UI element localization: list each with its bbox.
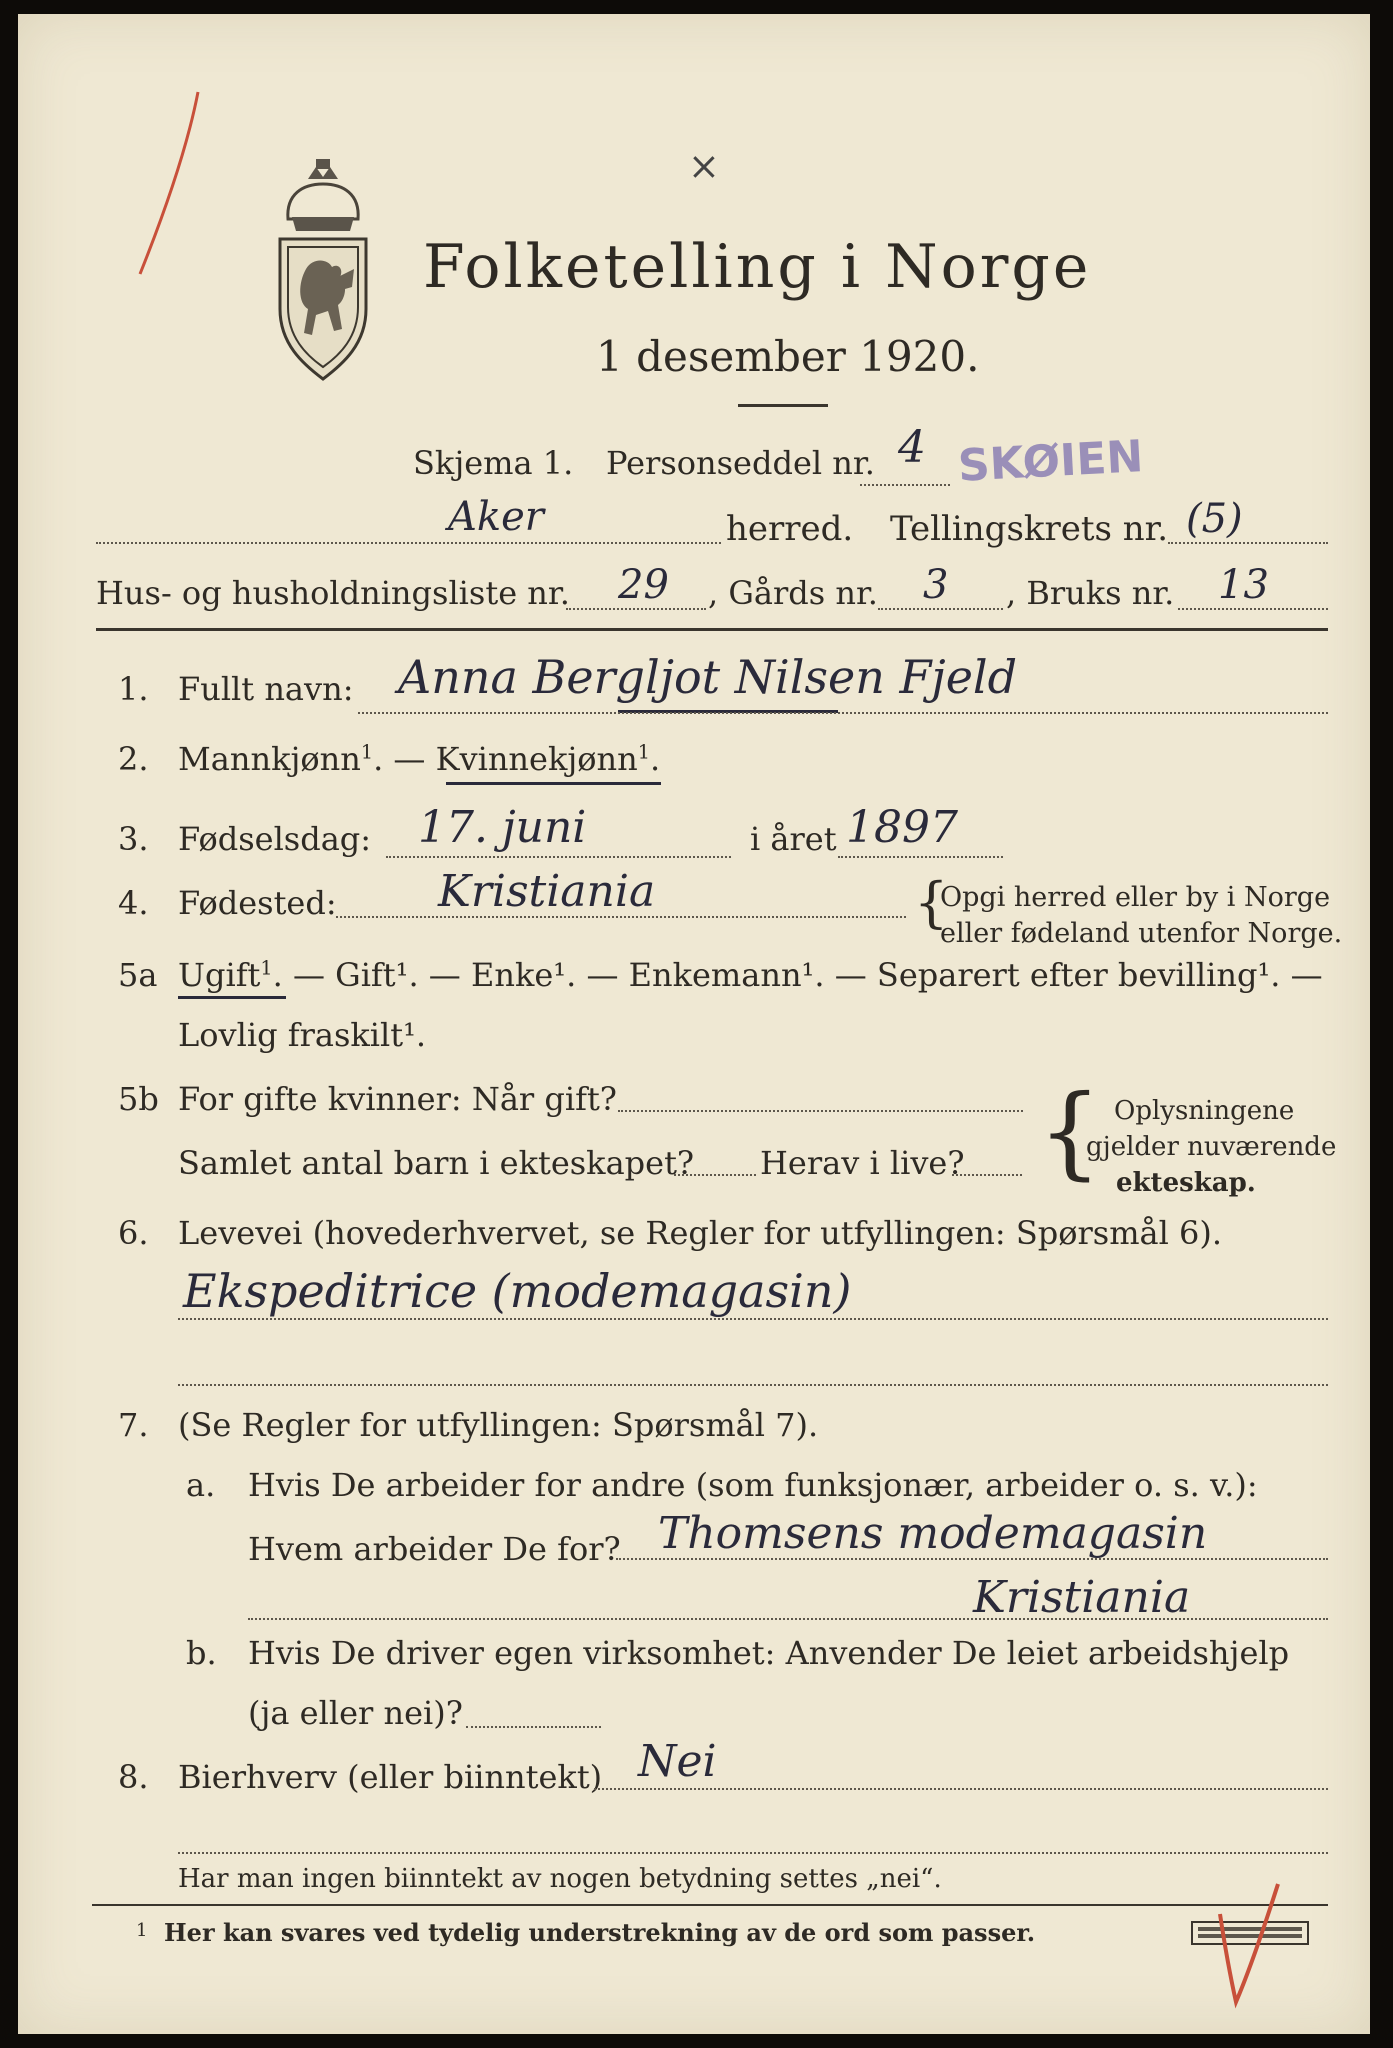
q8-dotline1	[594, 1788, 1328, 1790]
q8-value: Nei	[638, 1736, 717, 1787]
q6-occupation-value: Ekspeditrice (modemagasin)	[183, 1264, 852, 1318]
q3-number: 3.	[118, 820, 149, 858]
personseddel-dotline	[860, 484, 950, 486]
tellingskrets-dotline	[1168, 542, 1328, 544]
q2-number: 2.	[118, 740, 149, 778]
q5b-children-label: Samlet antal barn i ekteskapet?	[178, 1144, 695, 1182]
q4-dotline	[336, 916, 906, 918]
q2-kvinne-sup: 1	[637, 740, 650, 764]
q5a-ugift-underline	[178, 996, 286, 999]
q1-label: Fullt navn:	[178, 670, 354, 708]
page-title: Folketelling i Norge	[423, 232, 1092, 302]
bruks-value: 13	[1218, 562, 1269, 608]
q2-kvinne: Kvinnekjønn	[435, 740, 638, 778]
q2-mann-sup: 1	[360, 740, 374, 764]
q1-full-name-value: Anna Bergljot Nilsen Fjeld	[398, 650, 1018, 704]
q5b-number: 5b	[118, 1080, 159, 1118]
q7b-dotline	[466, 1726, 601, 1728]
q3-year-value: 1897	[846, 802, 958, 853]
q7a-label2: Hvem arbeider De for?	[248, 1530, 621, 1568]
footnote-mark: 1	[136, 1920, 148, 1941]
q1-dotline	[358, 712, 1328, 714]
census-form-page	[18, 14, 1370, 2034]
q4-note-line1: Opgi herred eller by i Norge	[940, 882, 1331, 913]
red-pencil-stroke	[128, 84, 218, 284]
q8-number: 8.	[118, 1758, 149, 1796]
q5b-note-line1: Oplysningene	[1114, 1096, 1295, 1126]
q3-year-dotline	[838, 856, 1003, 858]
q2-kvinnekjonn-underline	[446, 782, 661, 785]
red-check-mark	[1208, 1874, 1288, 2014]
q1-number: 1.	[118, 670, 149, 708]
tellingskrets-value: (5)	[1186, 496, 1243, 542]
q4-label: Fødested:	[178, 884, 337, 922]
q5b-note-line3: ekteskap.	[1116, 1168, 1256, 1198]
q7b-label1: Hvis De driver egen virksomhet: Anvender De leiet arbeidshjelp	[248, 1634, 1290, 1672]
q7a-label1: Hvis De arbeider for andre (som funksjonær, arbeider o. s. v.):	[248, 1466, 1258, 1504]
q2-end: .	[649, 740, 661, 778]
q2-mann: Mannkjønn	[178, 740, 361, 778]
gards-dotline	[878, 608, 1003, 610]
q5b-when-married-label: For gifte kvinner: Når gift?	[178, 1080, 617, 1118]
q3-label: Fødselsdag:	[178, 820, 372, 858]
footnote-separator	[92, 1904, 1328, 1906]
q7a-employer-city: Kristiania	[973, 1572, 1191, 1623]
q5b-note-line2: gjelder nuværende	[1086, 1132, 1337, 1162]
q5b-alive-label: Herav i live?	[760, 1144, 965, 1182]
q5b-when-dotline	[618, 1110, 1023, 1112]
q3-year-label: i året	[750, 820, 837, 858]
q4-brace: {	[914, 871, 949, 934]
title-divider	[738, 404, 828, 407]
hus-dotline	[566, 608, 706, 610]
bruks-dotline	[1178, 608, 1328, 610]
cross-mark: ×	[688, 144, 720, 188]
q4-number: 4.	[118, 884, 149, 922]
q7-label: (Se Regler for utfyllingen: Spørsmål 7).	[178, 1406, 819, 1444]
q3-birthday-value: 17. juni	[418, 802, 587, 853]
q8-label: Bierhverv (eller biinntekt)	[178, 1758, 603, 1796]
q7-number: 7.	[118, 1406, 149, 1444]
q8-dotline2	[178, 1852, 1328, 1854]
q7a-letter: a.	[186, 1466, 216, 1504]
q4-note-line2: eller fødeland utenfor Norge.	[940, 918, 1343, 949]
q7a-employer-value: Thomsens modemagasin	[658, 1508, 1208, 1559]
herred-value: Aker	[448, 494, 544, 540]
gards-label: , Gårds nr.	[708, 574, 878, 612]
personseddel-value: 4	[898, 422, 926, 473]
q5b-alive-dotline	[952, 1174, 1022, 1176]
q5a-rest: . — Gift¹. — Enke¹. — Enkemann¹. — Separert efter bevilling¹. —	[272, 956, 1323, 994]
q3-dotline	[386, 856, 731, 858]
skjema-label: Skjema 1.	[413, 444, 574, 482]
q2-dash: . —	[373, 740, 426, 778]
q8-note: Har man ingen biinntekt av nogen betydning settes „nei“.	[178, 1864, 942, 1894]
q5a-ugift-sup: 1	[260, 956, 273, 980]
footnote-text: Her kan svares ved tydelig understrekning av de ord som passer.	[164, 1918, 1036, 1947]
norway-coat-of-arms-icon	[268, 159, 378, 384]
q5a-ugift: Ugift	[178, 956, 261, 994]
q6-dotline2	[178, 1384, 1328, 1386]
tellingskrets-label: Tellingskrets nr.	[890, 509, 1169, 549]
q5a-number: 5a	[118, 956, 158, 994]
q5b-children-dotline	[674, 1174, 756, 1176]
q5a-line2: Lovlig fraskilt¹.	[178, 1016, 427, 1054]
personseddel-label: Personseddel nr.	[606, 444, 875, 482]
q7a-dotline2	[248, 1618, 1328, 1620]
q5a-options	[178, 956, 1323, 994]
q4-birthplace-value: Kristiania	[438, 866, 656, 917]
bruks-label: , Bruks nr.	[1006, 574, 1175, 612]
herred-label: herred.	[726, 509, 854, 549]
skoien-stamp: SKØIEN	[956, 431, 1145, 492]
herred-dotline	[96, 542, 721, 544]
q2-options	[178, 740, 660, 778]
header-separator	[96, 628, 1328, 631]
q7b-label2: (ja eller nei)?	[248, 1694, 463, 1732]
gards-value: 3	[923, 562, 949, 608]
q7b-letter: b.	[186, 1634, 217, 1672]
hus-label: Hus- og husholdningsliste nr.	[96, 574, 570, 612]
q7a-dotline1	[616, 1558, 1328, 1560]
q6-number: 6.	[118, 1214, 149, 1252]
q6-dotline1	[178, 1318, 1328, 1320]
q6-label: Levevei (hovederhvervet, se Regler for utfyllingen: Spørsmål 6).	[178, 1214, 1223, 1252]
q5b-brace: {	[1038, 1073, 1102, 1190]
hus-value: 29	[618, 562, 669, 608]
census-date: 1 desember 1920.	[596, 332, 980, 381]
